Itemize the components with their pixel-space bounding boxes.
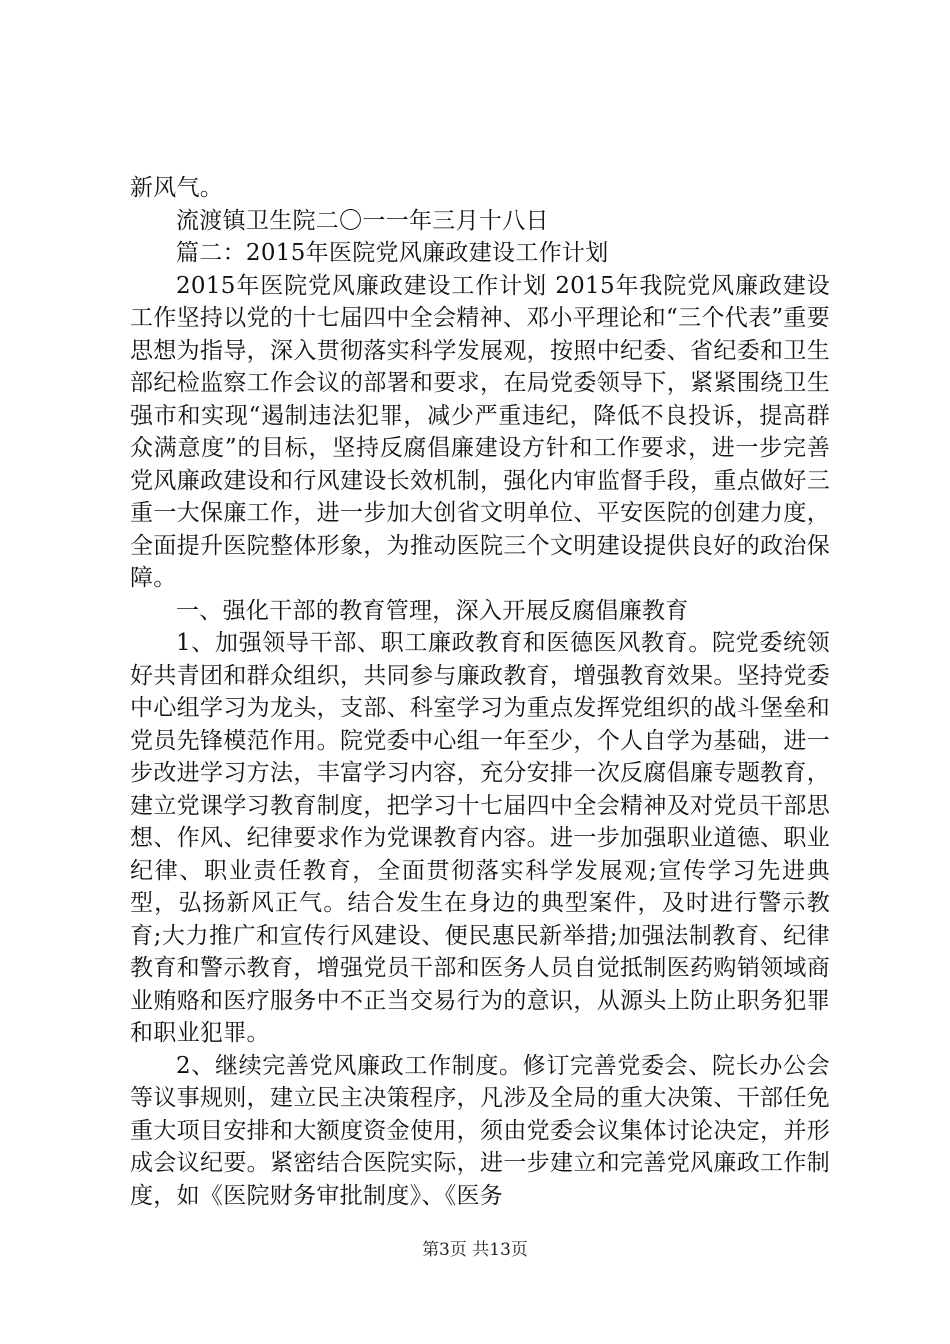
subsection-heading: 一、强化干部的教育管理，深入开展反腐倡廉教育	[176, 597, 689, 624]
page-footer	[0, 1240, 950, 1260]
paragraph-item-1: 1、加强领导干部、职工廉政教育和医德医风教育。院党委统领好共青团和群众组织，共同参与廉政教育，增强教育效果。坚持党委中心组学习为龙头，支部、科室学习为重点发挥党组织的战斗堡垒和党员先锋模范作用。院党委中心组一年至少，个人自学为基础，进一步改进学习方法，丰富学习内容，充分安排一次反腐倡廉专题教育，建立党课学习教育制度，把学习十七届四中全会精神及对党员干部思想、作风、纪律要求作为党课教育内容。进一步加强职业道德、职业纪律、职业责任教育，全面贯彻落实科学发展观;宣传学习先进典型，弘扬新风正气。结合发生在身边的典型案件，及时进行警示教育;大力推广和宣传行风建设、便民惠民新举措;加强法制教育、纪律教育和警示教育，增强党员干部和医务人员自觉抵制医药购销领域商业贿赂和医疗服务中不正当交易行为的意识，从源头上防止职务犯罪和职业犯罪。	[130, 630, 830, 1046]
page-number: 第3页 共13页	[422, 1240, 528, 1260]
paragraph-continuation: 新风气。	[130, 175, 224, 201]
paragraph-intro: 2015年医院党风廉政建设工作计划 2015年我院党风廉政建设工作坚持以党的十七届四中全会精神、邓小平理论和“三个代表”重要思想为指导，深入贯彻落实科学发展观，按照中纪委、省纪委和卫生部纪检监察工作会议的部署和要求，在局党委领导下，紧紧围绕卫生强市和实现“遏制违法犯罪，减少严重违纪，降低不良投诉，提高群众满意度”的目标，坚持反腐倡廉建设方针和工作要求，进一步完善党风廉政建设和行风建设长效机制，强化内审监督手段，重点做好三重一大保廉工作，进一步加大创省文明单位、平安医院的创建力度，全面提升医院整体形象，为推动医院三个文明建设提供良好的政治保障。	[130, 272, 830, 591]
paragraph-item-2: 2、继续完善党风廉政工作制度。修订完善党委会、院长办公会等议事规则，建立民主决策程序，凡涉及全局的重大决策、干部任免重大项目安排和大额度资金使用，须由党委会议集体讨论决定，并形成会议纪要。紧密结合医院实际，进一步建立和完善党风廉政工作制度，如《医院财务审批制度》、《医务	[130, 1052, 830, 1209]
paragraph-signature: 流渡镇卫生院二〇一一年三月十八日	[176, 207, 549, 234]
document-body	[130, 172, 830, 1212]
section-heading: 篇二：2015年医院党风廉政建设工作计划	[176, 240, 609, 266]
